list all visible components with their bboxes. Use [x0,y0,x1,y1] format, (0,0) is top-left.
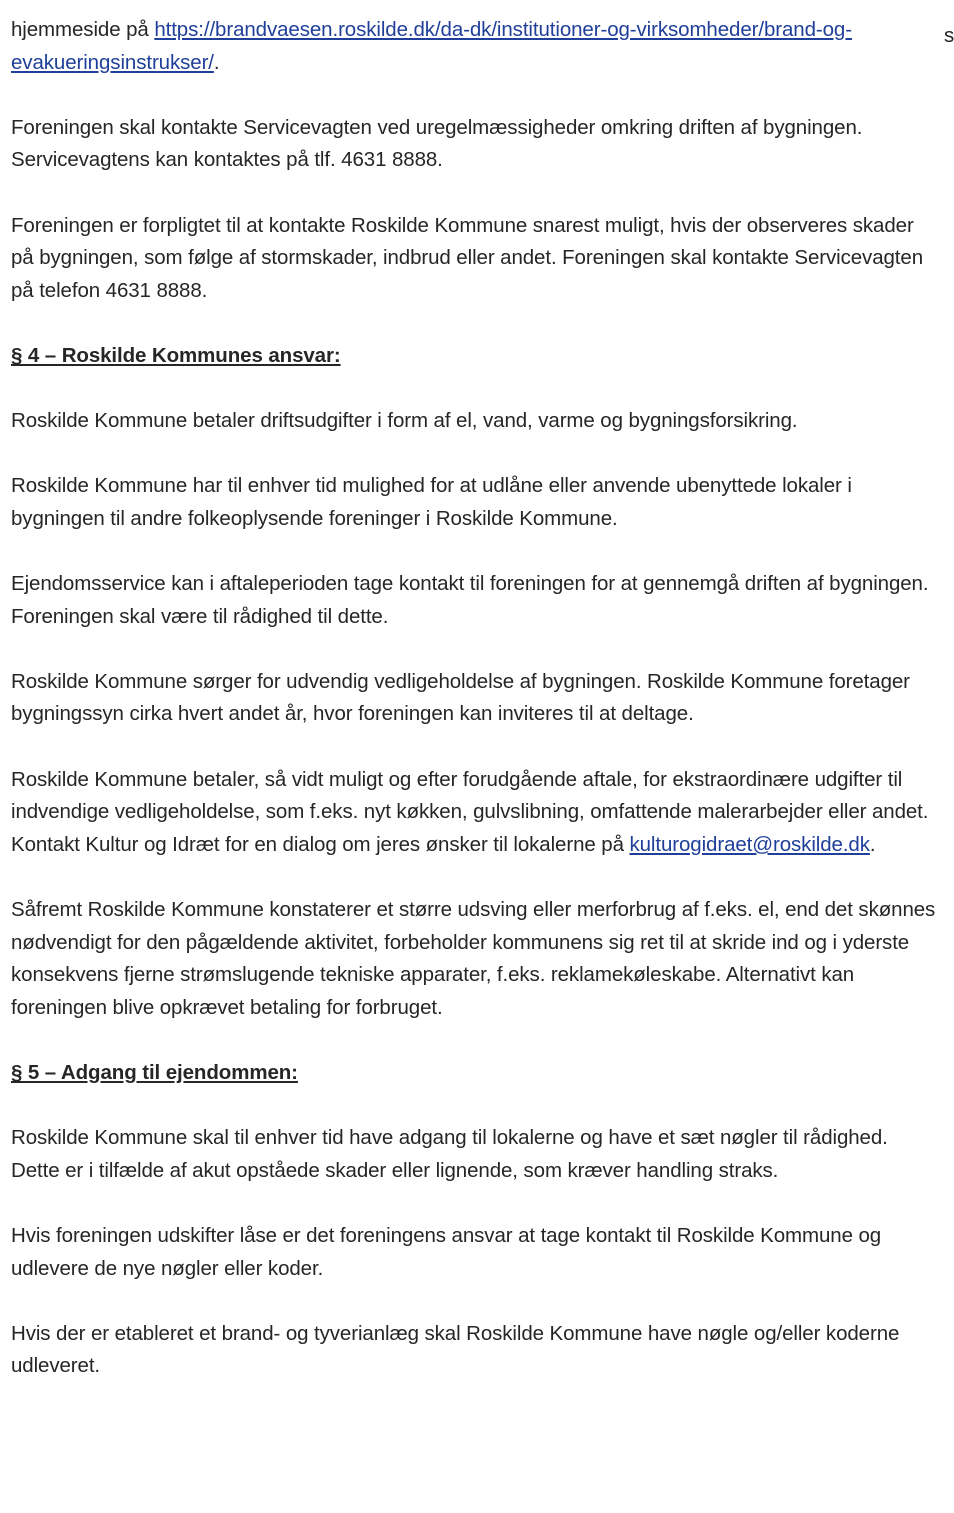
interior-maintenance-suffix: . [869,832,876,856]
section-4-heading: § 4 – Roskilde Kommunes ansvar: [11,343,341,367]
section-5-alarm-codes: Hvis der er etableret et brand- og tyverianlæg skal Roskilde Kommune have nøgle og/eller koderne udleveret. [11,1321,900,1378]
section-4-property-service: Ejendomsservice kan i aftaleperioden tage kontakt til foreningen for at gennemgå driften af bygningen. Foreningen skal være til rådighed til dette. [11,572,929,628]
kultur-idraet-email-link[interactable]: kulturogidraet@roskilde.dk [629,832,870,856]
section-4-interior-maintenance [11,764,941,862]
section-5-lock-change: Hvis foreningen udskifter låse er det foreningens ansvar at tage kontakt til Roskilde Kommune og udlevere de nye nøgler eller koder. [11,1223,882,1280]
section-4-consumption: Såfremt Roskilde Kommune konstaterer et større udsving eller merforbrug af f.eks. el, end det skønnes nødvendigt for den pågældende aktivitet, forbeholder kommunens sig ret til at skride ind og i yderste konsekvens fjerne strømslugende tekniske apparater, f.eks. reklamekøleskabe. Alternativt kan foreningen blive opkrævet betaling for forbruget. [11,898,936,1019]
damage-report-paragraph: Foreningen er forpligtet til at kontakte Roskilde Kommune snarest muligt, hvis der observeres skader på bygningen, som følge af stormskader, indbrud eller andet. Foreningen skal kontakte Servicevagten på telefon 4631 8888. [11,213,923,302]
section-4-operating-costs: Roskilde Kommune betaler driftsudgifter i form af el, vand, varme og bygningsforsikring. [11,409,798,433]
interior-maintenance-text: Roskilde Kommune betaler, så vidt muligt og efter forudgående aftale, for ekstraordinære udgifter til indvendige vedligeholdelse, som f.eks. nyt køkken, gulvslibning, omfattende malerarbejder eller andet. Kontakt Kultur og Idræt for en dialog om jeres ønsker til lokalerne på [11,767,929,856]
brandvaesen-link[interactable]: https://brandvaesen.roskilde.dk/da-dk/institutioner-og-virksomheder/brand-og-evakueringsinstrukser/ [11,18,852,74]
cropped-text-fragment: s [944,24,954,47]
section-5-heading: § 5 – Adgang til ejendommen: [11,1061,298,1084]
section-5-keys-access: Roskilde Kommune skal til enhver tid have adgang til lokalerne og have et sæt nøgler til rådighed. Dette er i tilfælde af akut opståede skader eller lignende, som kræver handling straks. [11,1126,888,1182]
intro-paragraph [11,14,941,79]
section-4-exterior-maintenance: Roskilde Kommune sørger for udvendig vedligeholdelse af bygningen. Roskilde Kommune foretager bygningssyn cirka hvert andet år, hvor foreningen kan inviteres til at deltage. [11,669,910,726]
section-4-lending-rooms: Roskilde Kommune har til enhver tid mulighed for at udlåne eller anvende ubenyttede lokaler i bygningen til andre folkeoplysende foreninger i Roskilde Kommune. [11,474,852,530]
servicevagt-paragraph: Foreningen skal kontakte Servicevagten ved uregelmæssigheder omkring driften af bygningen. Servicevagtens kan kontaktes på tlf. 4631 8888. [11,115,863,172]
intro-prefix: hjemmeside på [11,18,155,41]
intro-suffix: . [213,50,220,74]
document-page [11,14,941,1416]
